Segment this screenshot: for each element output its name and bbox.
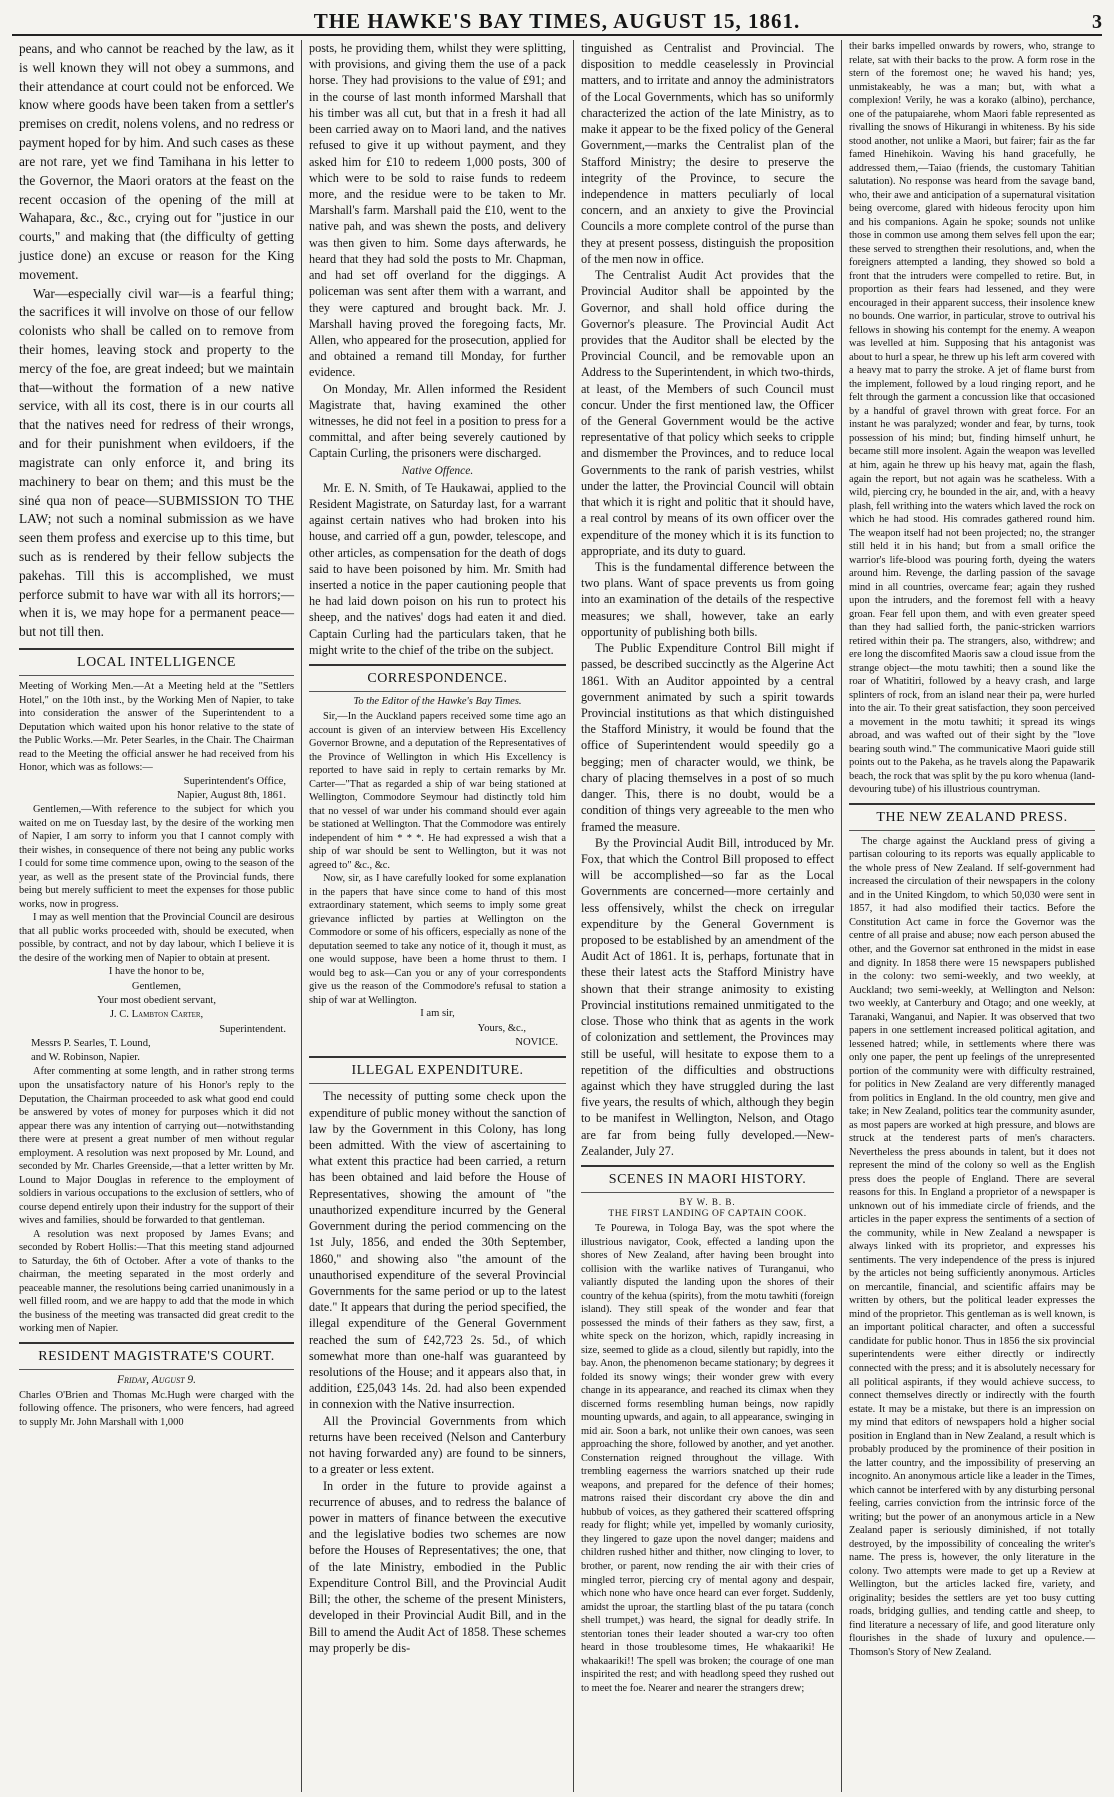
article-paragraph: On Monday, Mr. Allen informed the Resident Magistrate that, having examined the other witnesses, he did not feel in a position to press for a committal, and after being severely cautioned by Captain Curling, the prisoners were discharged. xyxy=(309,381,566,461)
article-paragraph: A resolution was next proposed by James Evans; and seconded by Robert Hollis:—That this meeting stand adjourned to Saturday, the 6th of October. After a vote of thanks to the chairman, the meeting separated in the most orderly and peaceable manner, the resolutions being carried unanimously in a well filled room, and we are happy to add that the mode in which the business of the meeting was transacted did great credit to the working men of Napier. xyxy=(19,1228,294,1335)
article-paragraph: This is the fundamental difference between the two plans. Want of space prevents us from going into an examination of the details of the respective measures; we shall, however, take an early opportunity of publishing both bills. xyxy=(581,560,834,639)
article-paragraph: Mr. E. N. Smith, of Te Haukawai, applied to the Resident Magistrate, on Saturday last, for a warrant against certain natives who had broken into his house, and carried off a gun, powder, telescope, and other articles, as compensation for the death of dogs said to have been poisoned by him. Mr. Smith had inserted a notice in the paper cautioning people that he had laid down poison on his run to protect his sheep, and the natives' dogs had eaten it and died. Captain Curling had the particulars taken, that he might write to the chief of the tribe on the subject. xyxy=(309,480,566,657)
article-paragraph: The necessity of putting some check upon the expenditure of public money without the sanction of law by the Government in this Colony, has long been admitted. With the view of ascertaining to what extent this practice had been carried, a return has been obtained and laid before the House of Representatives, showing the amount of "the unauthorized expenditure incurred by the General Government during the period commencing on the 1st July, 1856, and ended the 30th September, 1860," and showing also "the amount of the unauthorised expenditure of the several Provincial Governments for the same period or up to the latest date." It appears that during the period specified, the illegal expenditure of the General Government reached the sum of £42,723 2s. 5d., of which somewhat more than one-half was guaranteed by resolutions of the House; and it appears also that, in addition, £25,043 14s. 2d. had also been expended in connexion with the Native insurrection. xyxy=(309,1089,566,1412)
article-paragraph: their barks impelled onwards by rowers, who, strange to relate, sat with their backs to the prow. A form rose in the stern of the foremost one; he waved his hand; yes, unmistakeably, he was a man; but, with what a complexion! Verily, he was a korako (albino), perchance, one of the patupaiarehe, whom Maori fable represented as rivalling the snows of Hikurangi in whiteness. By his side stood another, not unlike a Maori, but fairer; fair as the far famed Hinehikoin. Waving his hand gracefully, he addressed them,—Taiao (friends, the customary Tahitian salutation). No response was heard from the savage band, who, their awe and anticipation of a supernatural visitation being overcome, glared with hideous ferocity upon him and his companions. Again he spoke; sounds not unlike those in common use among them selves fell upon the ear; these served to strengthen their resolutions, and, when the foreigners attempted a landing, they showed so bold a front that the intruders were compelled to retire. But, in proportion as their fears had lessened, and they were encouraged in their apparent success, their insolence knew no bounds. One warrior, in particular, strove to outrival his fellows in showing his contempt for the enemy. A weapon was levelled at him. Supposing that his antagonist was about to hurl a spear, he threw up his left arm covered with a heavy mat to parry the stroke. A jet of flame burst from the implement, followed by a loud ringing report, and he felt through the garment a concussion like that occasioned by a handful of gravel thrown with great force. For an instant he was paralyzed; wonder and fear, by turns, took possession of his mind; but, finding himself unhurt, he became still more insolent. Again the weapon was levelled at him, again he threw up his heavy mat, again the flash, again the report, but not again was he scatheless. With a wild, piercing cry, he bounded in the air, and, with a heavy plash, fell writhing into the waters which laved the rock on which he had stood. His comrades gathered round him. The weapon itself had not been projected; no, the stranger still held it in his hand; but from a small orifice the warrior's life-blood was pouring forth, dyeing the waters around him. Revenge, the darling passion of the savage mind in all countries, overcame fear; again they rushed upon the intruders, and the foremost fell with a heavy groan. Fear fell upon them, and with even greater speed than they had sallied forth, the panic-stricken warriors retired within their pa. The strangers, also, withdrew; and ere long the discomfited Maoris saw a cloud issue from the strange object—the motu tawhiti; then a sound like the roar of Whatitiri, followed by a heavy crash, and large splinters of rock, from an island near their pa, were hurled into the air. To their great satisfaction, they soon perceived a movement in the motu tawhiti; it spread its wings abroad, and was wafted out of their sight by the "love bearing south wind." The communicative Maori guide still points out to the Pakeha, as he travels along the Papawarik beach, the rock that was split by the pu koro whenua (land-devouring tube) of his illustrious countryman. xyxy=(849,41,1095,796)
letter-paragraph: Sir,—In the Auckland papers received some time ago an account is given of an interview between His Excellency Governor Browne, and a deputation of the Representatives of the Province of Wellington in which His Excellency is reported to have said in reply to certain remarks by Mr. Carter—"That as regarded a ship of war being stationed at Wellington, Commodore Seymour had distinctly told him that no vessel of war under his command should ever again be stationed at Wellington. That the Commodore was entirely independent of him * * *. He had expressed a wish that a ship of war should be sent to Wellington, but it was not agreed to" &c., &c. xyxy=(309,711,566,871)
section-heading-scenes-in-maori-history: SCENES IN MAORI HISTORY. xyxy=(581,1165,834,1193)
letter-closing: I am sir, Yours, &c., NOVICE. xyxy=(420,1008,558,1049)
article-paragraph: Te Pourewa, in Tologa Bay, was the spot where the illustrious navigator, Cook, effected a landing upon the shores of New Zealand, after having been brought into collision with the warlike natives of Turanganui, who valiantly disputed the landing upon the shores of their country of the kehua (spirits), from the motu tawhiti (foreign island). They still speak of the wonder and fear that possessed the minds of their fathers as they saw, first, a white speck on the horizon, which, rapidly increasing in size, seemed to glide as a cloud, silently but rapidly, into the bay. Anon, the phenomenon became stationary; by degrees it folded its snowy wings; their wonder grew with every change in its appearance, and reached its climax when they discerned forms resembling human beings, now rapidly mounting upwards, and again, to all appearance, swinging in mid air. Soon a bark, not unlike their own canoes, was seen approaching the shore, followed by another, and yet another. Consternation reigned throughout the village. With trembling eagerness the warriors snatched up their rude weapons, and prepared for the defence of their homes; matrons raised their discordant cry above the din and hubbub of voices, as they gathered their scattered offspring ready for flight; while yet, impelled by womanly curiosity, they lingered to gaze upon the novel danger; maidens and children rushed hither and thither, now clinging to lover, to brother, or parent, now rending the air with their cries of mingled terror, piercing cry of mental agony and despair, which none who have once heard can ever forget. Suddenly, amidst the uproar, the startling blast of the pu tatara (conch shell trumpet,) was heard, the signal for deadly strife. In stentorian tones their leader shouted a war-cry too often heard in those troublesome times, He whakaariki! He whakaariki!! The spell was broken; the courage of one man inspirited the rest; and with headlong speed they rushed out to meet the foe. Nearer and nearer the strangers drew; xyxy=(581,1223,834,1694)
letter-paragraph: Now, sir, as I have carefully looked for some explanation in the papers that have since come to hand of this most extraordinary statement, which seems to imply some great grievance inflicted by parties at Wellington on the Commodore or some of his officers, especially as none of the deputation seemed to take any notice of it, though it must, as one would suppose, have been a home thrust to them. I would beg to ask—Can you or any of your correspondents give us the reason of the Commodore's refusal to station a ship of war at Wellington. xyxy=(309,873,566,1006)
letter-addressee: To the Editor of the Hawke's Bay Times. xyxy=(353,696,522,708)
column-3 xyxy=(574,40,842,1792)
article-paragraph: tinguished as Centralist and Provincial. The disposition to meddle ceaselessly in Provincial matters, and to irritate and annoy the administrators of the Local Governments, which has so uniformly characterized the action of the late Ministry, as to make it appear to be the fixed policy of the General Government,—marks the Centralist plan of the Stafford Ministry; the desire to preserve the integrity of the Province, to secure the independence in matters peculiarly of local concern, and an anxiety to give the Provincial Councils a more complete control of the purse than they at present possess, distinguish the proposition of the men now in office. xyxy=(581,41,834,266)
article-paragraph: War—especially civil war—is a fearful thing; the sacrifices it will involve on those of our fellow colonists who shall be called on to remove from their homes, leaving stock and property to the mercy of the foe, are great indeed; but we maintain that—without the formation of a new native service, with all its cost, there is in our courts all that the natives need for redress of their wrongs, and for their punishment when evildoers, if the magistrate can only enforce it, and bring its machinery to bear on them; and this must be the siné qua non of peace—SUBMISSION TO THE LAW; not such a nominal submission as we have seen them profess and exercise up to this time, but such as is rendered by their fellow subjects the pakehas. Till this is accomplished, we must perforce submit to have war with all its horrors;—when it is, we may hope for a permanent peace—but not till then. xyxy=(19,285,294,640)
article-paragraph: Meeting of Working Men.—At a Meeting held at the "Settlers Hotel," on the 10th inst., by the Working Men of Napier, to take into consideration the answer of the Superintendent to a Deputation which waited upon his honor relative to the state of the Public Works.—Mr. Peter Searles, in the Chair. The Chairman read to the Meeting the official answer he had received from his Honor, which was as follows:— xyxy=(19,681,294,774)
section-heading-new-zealand-press: THE NEW ZEALAND PRESS. xyxy=(849,803,1095,831)
column-4 xyxy=(842,40,1102,1792)
masthead xyxy=(12,6,1102,36)
byline: BY W. B. B. xyxy=(679,1197,736,1208)
article-paragraph: Charles O'Brien and Thomas Mc.Hugh were charged with the following offence. The prisoners, who were fencers, had agreed to supply Mr. John Marshall with 1,000 xyxy=(19,1389,294,1428)
correspondence-section xyxy=(309,696,566,1050)
article-paragraph: All the Provincial Governments from which returns have been received (Nelson and Canterbury not having forwarded any) are found to be sinners, to a greater or less extent. xyxy=(309,1413,566,1477)
letter-signature: I have the honor to be, Gentlemen, Your most obedient servant, J. C. Lambton Carter, Superintendent. Messrs P. Searles, T. Lound, and W. Robinson, Napier. xyxy=(31,966,286,1064)
newspaper-title: THE HAWKE'S BAY TIMES, AUGUST 15, 1861. xyxy=(313,9,801,33)
column-1 xyxy=(12,40,302,1792)
local-intelligence-section xyxy=(19,680,294,1336)
section-heading-local-intelligence: LOCAL INTELLIGENCE xyxy=(19,648,294,676)
article-paragraph: By the Provincial Audit Bill, introduced by Mr. Fox, that which the Control Bill proposed to effect will be accomplished—so far as the Local Governments are concerned—more certainly and less offensively, whilst the check on irregular expenditure by the General Government is proposed to be established by an amendment of the Audit Act of 1861. It is, perhaps, fortunate that in these their latest acts the Stafford Ministry have shown that their strange animosity to existing Provincial institutions remained unmitigated to the close. Those who think that as agents in the work of colonization and settlement, the Provinces may still be useful, will hesitate to expose them to a repetition of the difficulties and obstructions against which they have struggled during the last five years, the results of which, although they begin to be manifest in Wellington, Nelson, and Otago are far from being fully developed.—New-Zealander, July 27. xyxy=(581,835,834,1158)
article-paragraph: The Public Expenditure Control Bill might if passed, be described succinctly as the Algerine Act 1861. With an Auditor appointed by a central government animated by such a spirit towards Provincial institutions as that which distinguished the Stafford Ministry, it would be found that the office of Superintendent would speedily go a begging; men of character would, we think, be chary of placing themselves in a post of so much danger. This, there is no doubt, would be a condition of things very agreeable to the men who framed the measure. xyxy=(581,641,834,834)
article-paragraph: After commenting at some length, and in rather strong terms upon the unsatisfactory nature of his Honor's reply to the Deputation, the Chairman proceeded to ask what good end could be answered by votes of money for purposes which it did not appear there was any intention of carrying out—notwithstanding there were at present a great number of men without regular employment. A resolution was next proposed by Mr. Lound, and seconded by Mr. Charles Greenside,—that a letter written by Mr. Lound to Major Douglas in reference to the employment of soldiers in various occupations to the exclusion of settlers, who of course depend entirely upon their industry for the support of their wives and families, should be forwarded to that gentleman. xyxy=(19,1066,294,1227)
article-paragraph: In order in the future to provide against a recurrence of abuses, and to redress the balance of power in matters of finance between the executive and the legislative bodies two schemes are now before the Houses of Representatives; the one, that of the late Ministry, embodied in the Public Expenditure Control Bill, and the Provincial Audit Bill; the other, the scheme of the present Ministers, developed in their Provincial Audit Bill, and in the Bill to amend the Audit Act of 1858. These schemes may properly be dis- xyxy=(309,1478,566,1655)
section-heading-resident-magistrates-court: RESIDENT MAGISTRATE'S COURT. xyxy=(19,1342,294,1370)
article-paragraph: posts, he providing them, whilst they were splitting, with provisions, and giving them the use of a pack horse. They had provisions to the value of £91; and in the course of last month informed Marshall that his timber was all cut, but that in a fresh it had all been carried away on to Maori land, and the natives refused to give it up without payment, and they asked him for £10 to redeem 1,000 posts, 300 of which were to be sold to raise funds to redeem more, and the residue were to be taken to Mr. Marshall's farm. Marshall paid the £10, went to the native pah, and was shewn the posts, and delivery was then given to him. Some days afterwards, he heard that they had sold the posts to Mr. Chapman, and had set off overland for the diggings. A policeman was sent after them with a warrant, and they were captured and brought back. Mr. J. Marshall having proved the foregoing facts, Mr. Allen, who appeared for the prosecution, applied for and obtained a remand till Monday, for further evidence. xyxy=(309,41,566,380)
page-number: 3 xyxy=(1091,11,1102,33)
section-heading-correspondence: CORRESPONDENCE. xyxy=(309,664,566,692)
letter-paragraph: I may as well mention that the Provincial Council are desirous that all public works proceeded with, should be executed, when possible, by contract, and not by day labour, which I believe it is the desire of the working men of Napier to obtain at present. xyxy=(19,912,294,964)
subheading-native-offence: Native Offence. xyxy=(401,464,474,477)
article-paragraph: The Centralist Audit Act provides that the Provincial Auditor shall be appointed by the Governor, and shall hold office during the Governor's pleasure. The Provincial Audit Act provides that the Auditor shall be elected by the Provincial Council, and be removable upon an Address to the Superintendent, in which two-thirds, at least, of the Members of such Council must concur. Under the first mentioned law, the Officer of the General Government would be the active representative of that policy which seeks to cripple and dismember the Provinces, and to reduce local Governments to the rank of parish vestries, whilst under the latter, the Provincial Council will obtain that which it is right and politic that it should have, a real control by means of its own officer over the expenditure of the money which it is its function to appropriate, and its duty to guard. xyxy=(581,268,834,558)
court-date: Friday, August 9. xyxy=(116,1373,197,1386)
column-2 xyxy=(302,40,574,1792)
column-container xyxy=(12,40,1102,1792)
section-heading-illegal-expenditure: ILLEGAL EXPENDITURE. xyxy=(309,1056,566,1084)
letter-header: Superintendent's Office, Napier, August 8th, 1861. xyxy=(176,775,286,801)
article-paragraph: peans, and who cannot be reached by the law, as it is well known they will not obey a summons, and their attendance at court could not be enforced. We know where goods have been taken from a settler's premises on credit, nolens volens, and no redress or payment hoped for by him. And such cases as these are not rare, yet we find Tamihana in his letter to the Governor, the Maori orators at the feast on the recent occasion of the opening of the mill at Wahapara, &c., &c., crying out for "justice in our courts," and making that (the difficulty of getting justice done) an excuse or reason for the King movement. xyxy=(19,41,294,282)
article-paragraph: The charge against the Auckland press of giving a partisan colouring to its reports was equally applicable to the whole press of New Zealand. If self-government had increased the circulation of their newspapers in the colony and in the United Kingdom, to which 50,030 were sent in 1857, it had also modified their tactics. Before the Constitution Act came in force the Governor was the centre of all praise and abuse; now each person abused the other, and the Governor sat enthroned in the midst in ease and dignity. In 1858 there were 15 newspapers published in the colony: two semi-weekly, and two weekly, at Auckland; two semi-weekly, at Wellington and Nelson: two weekly, at Canterbury and Otago; and one weekly, at Taranaki, Wanganui, and Napier. It was observed that two papers in one settlement increased political agitation, and lessened hatred; while, in settlements where there was only one paper, the pent up feelings of the unrepresented portion of the community were with difficulty restrained, for politics in New Zealand are very differently managed from politics in England. In the old country, men give and take; in New Zealand, politics tear the community asunder, as most papers are worked at high pressure, and blows are struck at the tenderest parts of men's characters. Nevertheless the press abounds in talent, but it does not represent the mind of the colony so well as the English press does the people of England. There are several reasons for this. In England a proprietor of a newspaper is unknown out of his immediate circle of friends, and the articles in the paper express the sentiments of a section of the community, while in New Zealand a newspaper is always linked with its proprietor, and expresses his sentiments. The very independence of the press is injured by the articles not being sufficiently anonymous. Articles on mercantile, financial, and scientific affairs may be written by others, but the political leader expresses the mind of the proprietor. This gentleman as is well known, is an important political character, and often a successful candidate for public honor. Thus in 1856 the six provincial superintendents were either directly or indirectly connected with the press; and it is absolutely necessary for all political aspirants, if they would achieve success, to connect themselves directly or indirectly with the fourth estate. It may be a mistake, but there is an impression on my mind that editors of newspapers hold a higher social position in England than in New Zealand, a result which is probably produced by the prominence of their position in the latter country, and the impossibility of preserving an incognito. An anonymous article like a leader in the Times, which cannot be interfered with by any disturbing personal feeling, carries conviction from the intrinsic force of the writing; but the power of an anonymous article in a New Zealand paper is seriously diminished, if not totally destroyed, by the impossibility of concealing the writer's name. The press is, however, the only literature in the colony. Two attempts were made to get up a Review at Wellington, but the articles lacked fire, variety, and originality; besides the settlers are yet too busy cutting roads, bridging gullies, and tending cattle and sheep, to find literature a necessary of life, and good literature only flourishes in the shade of luxury and opulence.—Thomson's Story of New Zealand. xyxy=(849,835,1095,1658)
article-subtitle: THE FIRST LANDING OF CAPTAIN COOK. xyxy=(608,1209,807,1220)
letter-paragraph: Gentlemen,—With reference to the subject for which you waited on me on Tuesday last, by the desire of the working men of Napier, I am sorry to inform you that I cannot comply with their wishes, in consequence of there not being any public works I could for some time commence upon, owing to the season of the year, as well as the present state of the Provincial funds, there being but merely sufficient to meet the expenses for those public works, now in progress. xyxy=(19,804,294,910)
